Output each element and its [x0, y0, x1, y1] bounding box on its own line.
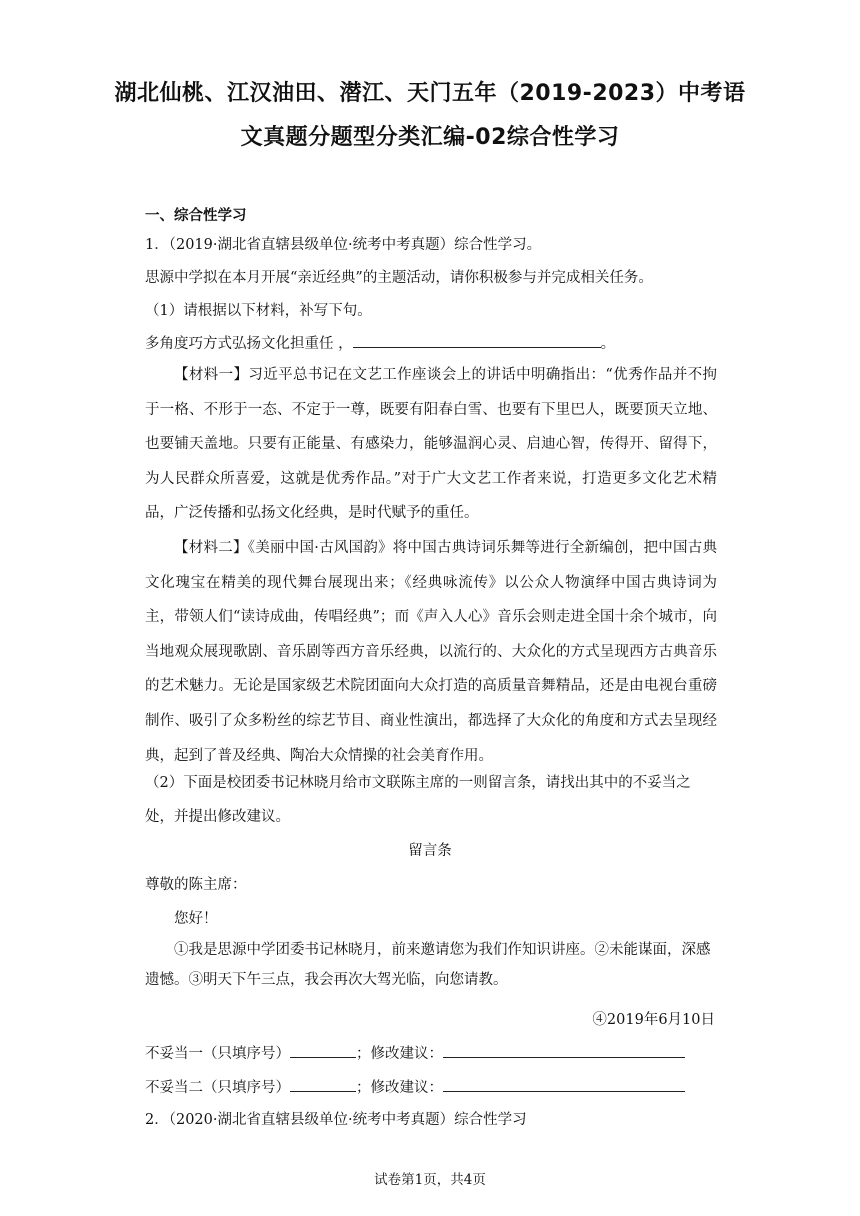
subquestion-2-line-2: 处，并提出修改建议。: [145, 809, 290, 825]
answer-1-suggest-label: ；修改建议：: [356, 1046, 443, 1062]
fill-suffix: 。: [600, 336, 616, 352]
material-1-text: 【材料一】习近平总书记在文艺工作座谈会上的讲话中明确指出：“优秀作品并不拘于一格、不形于一态、不定于一尊，既要有阳春白雪、也要有下里巴人，既要顶天立地、也要铺天盖地。只要有正能量、有感染力，能够温润心灵、启迪心智，传得开、留得下，为人民群众所喜爱，这就是优秀作品。”对于广大文艺工作者来说，打造更多文化艺术精品，广泛传播和弘扬文化经典，是时代赋予的重任。: [145, 367, 717, 522]
page-title-line-1: 湖北仙桃、江汉油田、潜江、天门五年（2019-2023）中考语: [114, 81, 746, 106]
subquestion-2-line-1: （2）下面是校团委书记林晓月给市文联陈主席的一则留言条，请找出其中的不妥当之: [145, 775, 691, 791]
answer-2-suggest-label: ；修改建议：: [356, 1080, 443, 1096]
fill-in-line: [145, 332, 720, 353]
fill-prefix: 多角度巧方式弘扬文化担重任 ，: [145, 336, 353, 352]
material-2: [145, 531, 717, 773]
note-body: ①我是思源中学团委书记林晓月，前来邀请您为我们作知识讲座。②未能谋面，深感遗憾。③明天下午三点，我会再次大驾光临，向您请教。: [145, 942, 711, 988]
question-1-header: 1．（2019·湖北省直辖县级单位·统考中考真题）综合性学习。: [145, 237, 542, 253]
question-2-header: 2．（2020·湖北省直辖县级单位·统考中考真题）综合性学习: [145, 1112, 527, 1128]
answer-row-2: [145, 1076, 720, 1097]
answer-1-blank[interactable]: [290, 1043, 356, 1058]
section-heading: 一、综合性学习: [145, 208, 247, 224]
subquestion-1: （1）请根据以下材料，补写下句。: [145, 303, 372, 319]
answer-1-suggest-blank[interactable]: [443, 1043, 685, 1058]
note-title: 留言条: [408, 843, 452, 859]
material-1: [145, 358, 717, 531]
fill-blank[interactable]: [353, 333, 601, 348]
question-1-intro: 思源中学拟在本月开展“亲近经典”的主题活动，请你积极参与并完成相关任务。: [145, 270, 653, 286]
material-2-text: 【材料二】《美丽中国·古风国韵》将中国古典诗词乐舞等进行全新编创，把中国古典文化瑰宝在精美的现代舞台展现出来；《经典咏流传》以公众人物演绎中国古典诗词为主，带领人们“读诗成曲，传唱经典”；而《声入人心》音乐会则走进全国十余个城市，向当地观众展现歌剧、音乐剧等西方音乐经典，以流行的、大众化的方式呈现西方古典音乐的艺术魅力。无论是国家级艺术院团面向大众打造的高质量音舞精品，还是由电视台重磅制作、吸引了众多粉丝的综艺节目、商业性演出，都选择了大众化的角度和方式去呈现经典，起到了普及经典、陶冶大众情操的社会美育作用。: [145, 540, 717, 764]
note-greeting: 您好！: [174, 911, 218, 927]
answer-2-blank[interactable]: [290, 1077, 356, 1092]
note-date: ④2019年6月10日: [592, 1012, 715, 1028]
answer-1-label: 不妥当一（只填序号）: [145, 1046, 290, 1062]
note-salutation: 尊敬的陈主席：: [145, 877, 247, 893]
answer-2-suggest-blank[interactable]: [443, 1077, 685, 1092]
page-footer: 试卷第1页，共4页: [374, 1172, 486, 1188]
answer-2-label: 不妥当二（只填序号）: [145, 1080, 290, 1096]
answer-row-1: [145, 1042, 720, 1063]
page-title-line-2: 文真题分题型分类汇编-02综合性学习: [240, 125, 620, 150]
